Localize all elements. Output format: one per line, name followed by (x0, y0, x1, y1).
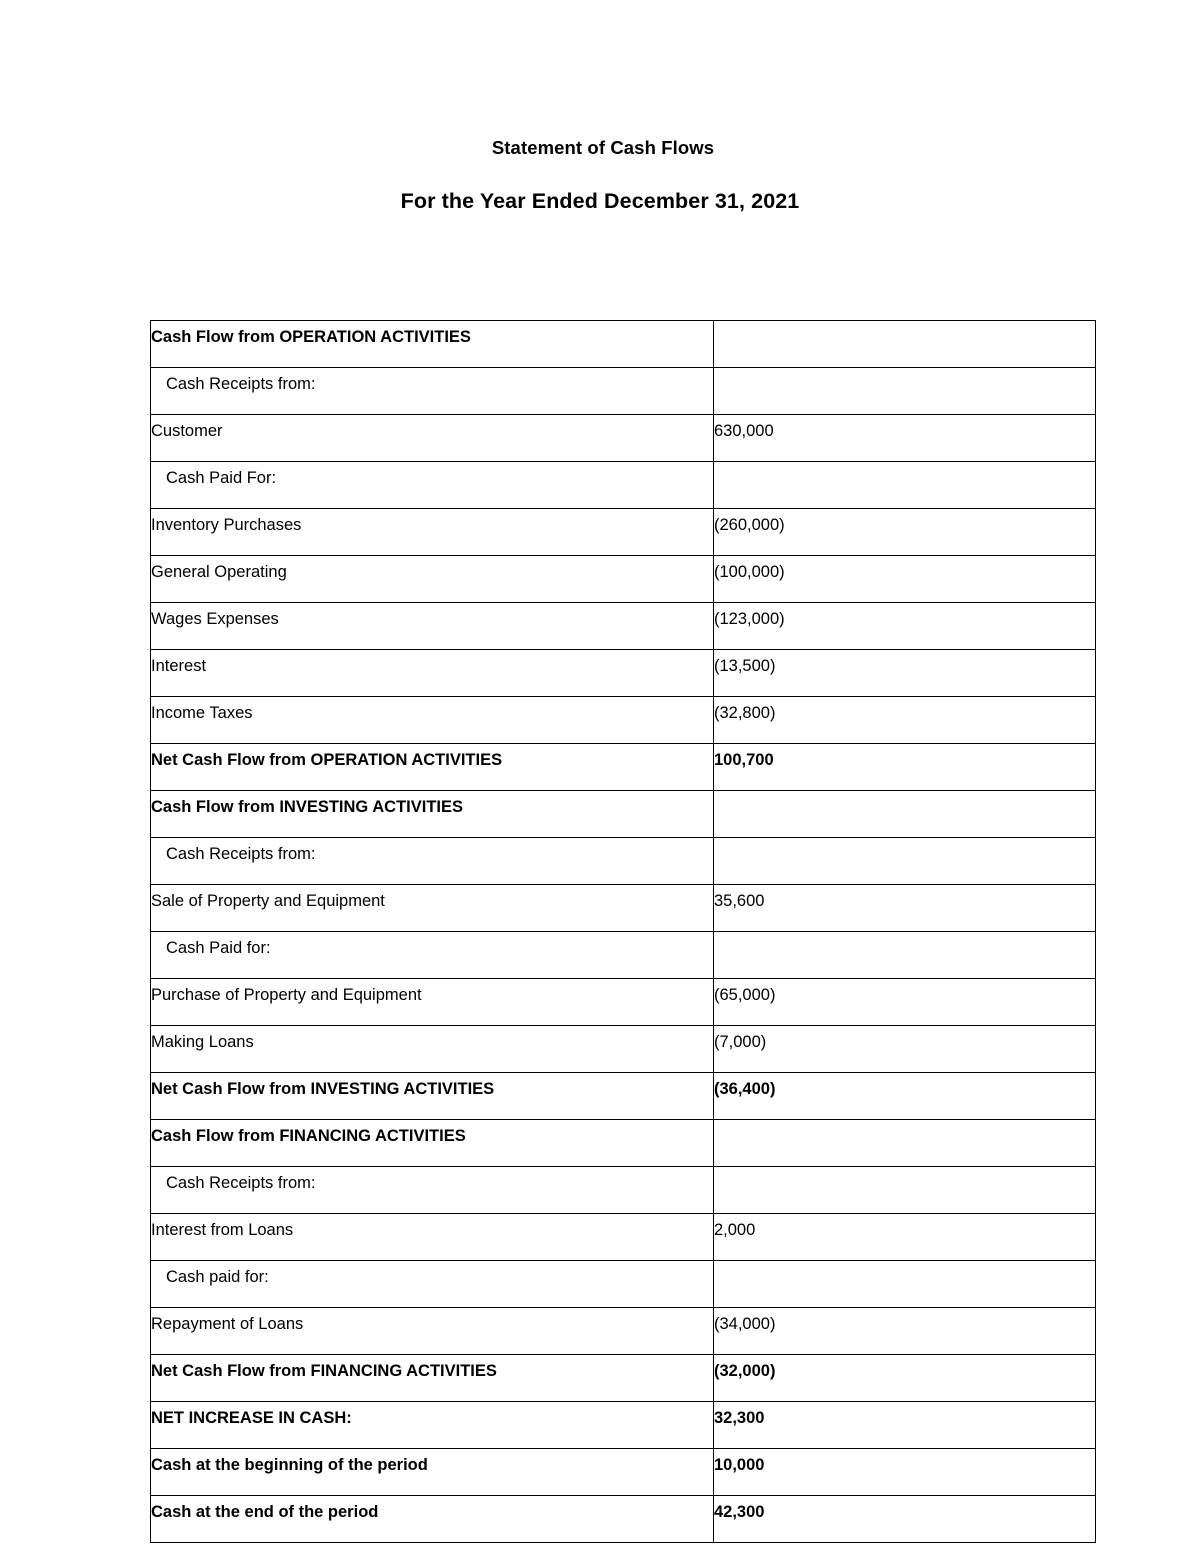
table-row (151, 1073, 1096, 1120)
table-cell-label: Cash Paid for: (151, 932, 714, 979)
page-subtitle: For the Year Ended December 31, 2021 (400, 189, 800, 214)
document-heading (0, 138, 1200, 214)
table-row (151, 415, 1096, 462)
table-cell-value: (7,000) (714, 1026, 1096, 1073)
table-row (151, 1402, 1096, 1449)
table-row (151, 979, 1096, 1026)
table-cell-value: (34,000) (714, 1308, 1096, 1355)
table-row (151, 509, 1096, 556)
table-cell-value (714, 932, 1096, 979)
table-cell-label: Interest (151, 650, 714, 697)
table-row (151, 1261, 1096, 1308)
table-row (151, 1496, 1096, 1543)
table-cell-value: (32,800) (714, 697, 1096, 744)
table-cell-label: Cash Receipts from: (151, 368, 714, 415)
page-title: Statement of Cash Flows (491, 137, 715, 158)
table-cell-label: Net Cash Flow from INVESTING ACTIVITIES (151, 1073, 714, 1120)
table-row (151, 1449, 1096, 1496)
table-cell-label: General Operating (151, 556, 714, 603)
table-cell-label: Customer (151, 415, 714, 462)
table-cell-value (714, 321, 1096, 368)
table-cell-value: (260,000) (714, 509, 1096, 556)
table-cell-label: Cash Flow from OPERATION ACTIVITIES (151, 321, 714, 368)
cash-flow-table-body (151, 321, 1096, 1543)
table-cell-label: Sale of Property and Equipment (151, 885, 714, 932)
table-cell-value: (13,500) (714, 650, 1096, 697)
table-cell-label: Purchase of Property and Equipment (151, 979, 714, 1026)
table-cell-label: Net Cash Flow from OPERATION ACTIVITIES (151, 744, 714, 791)
table-row (151, 556, 1096, 603)
table-row (151, 368, 1096, 415)
table-row (151, 697, 1096, 744)
table-row (151, 462, 1096, 509)
table-row (151, 650, 1096, 697)
table-row (151, 1308, 1096, 1355)
table-cell-label: Income Taxes (151, 697, 714, 744)
table-row (151, 1355, 1096, 1402)
table-cell-label: Cash Paid For: (151, 462, 714, 509)
table-row (151, 1120, 1096, 1167)
cash-flow-table-container (150, 320, 1095, 1543)
table-cell-label: Interest from Loans (151, 1214, 714, 1261)
table-row (151, 1167, 1096, 1214)
table-cell-value (714, 368, 1096, 415)
table-cell-value (714, 791, 1096, 838)
table-cell-value: (36,400) (714, 1073, 1096, 1120)
table-cell-value: 2,000 (714, 1214, 1096, 1261)
table-cell-label: Cash paid for: (151, 1261, 714, 1308)
table-cell-value (714, 838, 1096, 885)
table-cell-value: 10,000 (714, 1449, 1096, 1496)
table-row (151, 1214, 1096, 1261)
table-cell-value: (123,000) (714, 603, 1096, 650)
table-cell-value: (100,000) (714, 556, 1096, 603)
cash-flow-table (150, 320, 1096, 1543)
table-cell-label: Net Cash Flow from FINANCING ACTIVITIES (151, 1355, 714, 1402)
table-cell-label: Cash at the beginning of the period (151, 1449, 714, 1496)
table-cell-label: Wages Expenses (151, 603, 714, 650)
table-cell-value: (65,000) (714, 979, 1096, 1026)
table-cell-value: 35,600 (714, 885, 1096, 932)
table-cell-label: Repayment of Loans (151, 1308, 714, 1355)
table-cell-value: (32,000) (714, 1355, 1096, 1402)
table-row (151, 838, 1096, 885)
table-cell-label: Inventory Purchases (151, 509, 714, 556)
table-row (151, 321, 1096, 368)
table-cell-value (714, 462, 1096, 509)
table-cell-label: Cash Receipts from: (151, 838, 714, 885)
table-row (151, 744, 1096, 791)
table-row (151, 932, 1096, 979)
table-cell-value (714, 1120, 1096, 1167)
table-cell-label: Cash Receipts from: (151, 1167, 714, 1214)
table-cell-label: Making Loans (151, 1026, 714, 1073)
table-cell-value (714, 1167, 1096, 1214)
table-cell-label: Cash Flow from FINANCING ACTIVITIES (151, 1120, 714, 1167)
table-row (151, 885, 1096, 932)
table-cell-label: Cash Flow from INVESTING ACTIVITIES (151, 791, 714, 838)
table-cell-value: 42,300 (714, 1496, 1096, 1543)
table-cell-value (714, 1261, 1096, 1308)
table-cell-value: 630,000 (714, 415, 1096, 462)
table-cell-value: 100,700 (714, 744, 1096, 791)
table-cell-label: Cash at the end of the period (151, 1496, 714, 1543)
table-cell-value: 32,300 (714, 1402, 1096, 1449)
table-row (151, 791, 1096, 838)
table-row (151, 603, 1096, 650)
table-row (151, 1026, 1096, 1073)
table-cell-label: NET INCREASE IN CASH: (151, 1402, 714, 1449)
